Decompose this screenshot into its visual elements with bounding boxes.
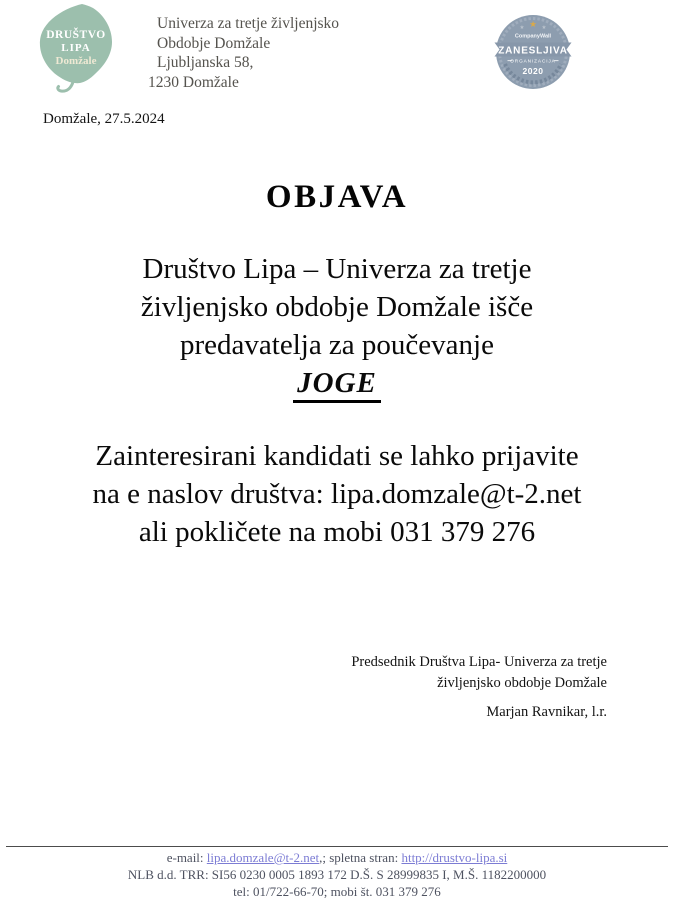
logo-text-drustvo: DRUŠTVO <box>46 29 106 41</box>
email-link[interactable]: lipa.domzale@t-2.net <box>206 850 320 865</box>
website-link[interactable]: http://drustvo-lipa.si <box>401 850 508 865</box>
footer-phone-line: tel: 01/722-66-70; mobi št. 031 379 276 <box>233 884 441 900</box>
zanesljiva-organizacija-badge <box>493 12 573 92</box>
announcement-paragraph-1 <box>0 250 674 403</box>
badge-subtitle: ORGANIZACIJA <box>510 58 556 64</box>
badge-year: 2020 <box>522 66 544 76</box>
email-label: e-mail: <box>166 850 207 865</box>
announcement-paragraph-2 <box>0 437 674 551</box>
subject-joge: JOGE <box>293 367 381 403</box>
address-line: 1230 Domžale <box>148 73 239 91</box>
lipa-leaf-logo <box>35 2 119 94</box>
logo-text-lipa: LIPA <box>61 42 91 54</box>
badge-brand: CompanyWall <box>514 33 552 40</box>
footer-contact-line <box>6 849 668 866</box>
address-line: Ljubljanska 58, <box>157 54 254 71</box>
footer <box>6 846 668 901</box>
footer-bank-line: NLB d.d. TRR: SI56 0230 0005 1893 172 D.Š. S 28999835 I, M.Š. 1182200000 <box>127 867 547 883</box>
logo-text-domzale: Domžale <box>55 55 97 67</box>
announcement-title: OBJAVA <box>265 179 409 215</box>
website-label: ,; spletna stran: <box>319 850 402 865</box>
leaf-stem <box>58 82 73 91</box>
signatory-name: Marjan Ravnikar, l.r. <box>486 704 607 720</box>
address-line: Univerza za tretje življenjsko <box>157 15 340 32</box>
org-address <box>148 14 339 92</box>
signature-block <box>351 652 607 723</box>
address-line: Obdobje Domžale <box>157 34 271 52</box>
badge-star-right-icon: ★ <box>541 25 547 31</box>
signature-title-line: Predsednik Društva Lipa- Univerza za tretje <box>351 654 607 670</box>
badge-star-left-icon: ★ <box>519 25 525 31</box>
paragraph-line <box>0 364 674 403</box>
badge-star-center-icon: ★ <box>529 19 537 29</box>
date-line: Domžale, 27.5.2024 <box>43 111 165 127</box>
paragraph-line: predavatelja za poučevanje <box>180 329 494 361</box>
paragraph-line: na e naslov društva: lipa.domzale@t-2.net <box>92 478 582 510</box>
paragraph-line: življenjsko obdobje Domžale išče <box>140 291 534 323</box>
badge-title: ZANESLJIVA <box>498 45 568 57</box>
signature-title-line: življenjsko obdobje Domžale <box>437 674 607 691</box>
paragraph-line: Društvo Lipa – Univerza za tretje <box>142 253 532 285</box>
paragraph-line: ali pokličete na mobi 031 379 276 <box>138 516 536 548</box>
paragraph-line: Zainteresirani kandidati se lahko prijavite <box>95 440 579 472</box>
